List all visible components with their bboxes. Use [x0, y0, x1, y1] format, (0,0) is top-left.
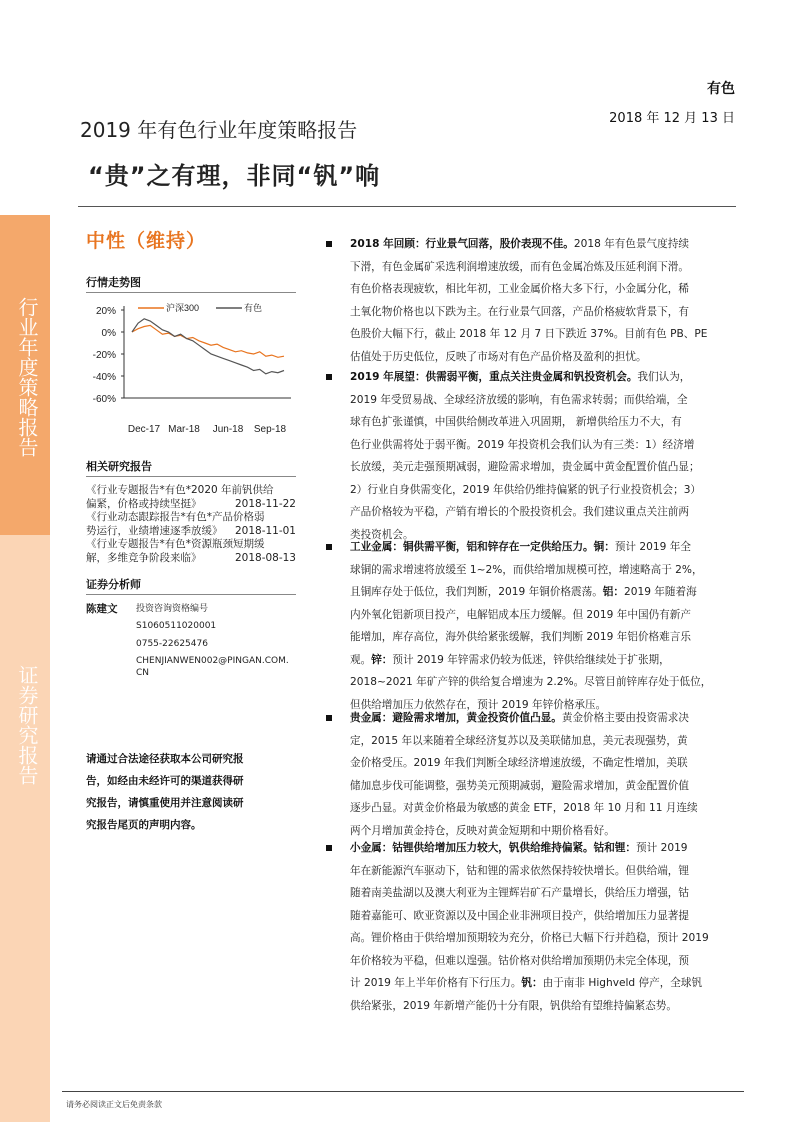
related-report-line: 解，多维竞争阶段来临》 [86, 551, 202, 564]
analyst-phone: 0755-22625476 [136, 638, 208, 649]
para-text: 预计 2019 年全 [614, 541, 691, 553]
chart-y-tick-label: -40% [92, 372, 116, 383]
para-text: 供给紧张，2019 年新增产能仍十分有限，钒供给有望维持偏紧态势。 [350, 999, 677, 1012]
related-report-line: 偏紧，价格或持续坚挺》 [86, 497, 202, 510]
disclaimer-line: 请通过合法途径获取本公司研究报 [86, 753, 244, 765]
related-report-date: 2018-08-13 [234, 551, 296, 564]
para-text: 年在新能源汽车驱动下，钴和锂的需求依然保持较快增长。但供给端，锂 [350, 864, 689, 877]
headline: “贵”之有理，非同“钒”响 [88, 162, 381, 190]
bullet-icon [326, 715, 332, 721]
chart-y-tick-label: 0% [101, 328, 116, 339]
sidebar-band-bottom [0, 535, 50, 1122]
para-text: 高。锂价格由于供给增加预期较为充分，价格已大幅下行并趋稳，预计 2019 [350, 932, 709, 944]
related-report-line: 《行业专题报告*有色*资源瓶颈短期缓 [86, 538, 265, 551]
related-section-title: 相关研究报告 [86, 460, 152, 473]
para-text: 预计 2019 [636, 842, 688, 854]
chart-x-tick-label: Sep-18 [253, 424, 287, 435]
disclaimer-line: 究报告，请慎重使用并注意阅读研 [86, 797, 244, 809]
para-text: 有色价格表现疲软，相比年初，工业金属价格大多下行，小金属分化，稀 [350, 283, 689, 295]
para-lead: 钒： [521, 977, 543, 989]
para-text: 色行业供需将处于弱平衡。2019 年投资机会我们认为有三类：1）经济增 [350, 438, 695, 451]
analyst-email-cont[interactable]: CN [136, 667, 150, 678]
para-text: 色股价大幅下行，截止 2018 年 12 月 7 日下跌近 37%。目前有色 PB、PE [350, 328, 708, 340]
chart-y-tick-label: -60% [92, 394, 116, 405]
para-text: 且铜库存处于低位，我们判断，2019 年铜价格震荡。 [350, 586, 603, 598]
para-text: 黄金价格主要由投资需求决 [561, 712, 689, 724]
chart-legend-label: 有色 [244, 303, 263, 313]
chart-series-line [132, 319, 284, 374]
market-trend-svg [86, 298, 296, 440]
para-text: 随着嘉能可、欧亚资源以及中国企业非洲项目投产，供给增加压力显著提 [350, 909, 689, 922]
para-lead: 工业金属：铜供需平衡，铝和锌存在一定供给压力。铜： [350, 541, 615, 553]
para-text: 金价格受压。2019 年我们判断全球经济增速放缓，不确定性增加，美联 [350, 757, 688, 769]
para-text: 球铜的需求增速将放缓至 1~2%，而供给增加规模可控，增速略高于 2%， [350, 563, 703, 576]
related-report-line: 势运行，业绩增速逐季放缓》 [86, 524, 223, 537]
para-lead: 2018 年回顾：行业景气回落，股价表现不佳。 [350, 238, 574, 250]
analyst-cert-label: 投资咨询资格编号 [136, 604, 209, 614]
related-report-line: 《行业动态跟踪报告*有色*产品价格弱 [86, 511, 265, 524]
market-trend-chart [86, 298, 296, 440]
para-lead: 小金属：钴锂供给增加压力较大，钒供给维持偏紧。钴和锂： [350, 842, 637, 854]
disclaimer-line: 告，如经由未经许可的渠道获得研 [86, 775, 244, 787]
para-text: 内外氧化铝新项目投产，电解铝成本压力缓解。但 2019 年中国仍有新产 [350, 608, 691, 621]
para-text: 产品价格较为平稳，产销有增长的个股投资机会。我们建议重点关注前两 [350, 506, 689, 518]
sidebar-report-type: 行业年度策略报告 [15, 297, 39, 457]
para-text: 逐步凸显。对黄金价格最为敏感的黄金 ETF，2018 年 10 月和 11 月连续 [350, 802, 698, 814]
para-text: 2018 年有色景气度持续 [573, 238, 689, 250]
para-text: 2019 年受贸易战、全球经济放缓的影响，有色需求转弱；而供给端，全 [350, 393, 688, 406]
para-text: 观。 [350, 653, 372, 666]
bullet-icon [326, 544, 332, 550]
analyst-cert-number: S1060511020001 [136, 621, 217, 632]
para-text: 土氧化物价格也以下跌为主。在行业景气回落，产品价格疲软背景下，有 [350, 305, 689, 318]
para-text: 能增加，库存高位，海外供给紧张缓解，我们判断 2019 年铝价格难言乐 [350, 631, 691, 643]
analyst-section-title: 证券分析师 [86, 578, 141, 591]
bullet-icon [326, 845, 332, 851]
para-lead: 铝： [602, 586, 624, 598]
para-lead: 贵金属：避险需求增加，黄金投资价值凸显。 [350, 712, 562, 724]
footer-divider [62, 1091, 744, 1092]
para-text: 类投资机会。 [350, 528, 414, 541]
related-reports-list [86, 484, 296, 566]
analyst-email[interactable]: CHENJIANWEN002@PINGAN.COM. [136, 655, 289, 666]
chart-section-divider [86, 292, 296, 293]
para-text: 储加息步伐可能调整，强势美元预期减弱，避险需求增加，黄金配置价值 [350, 779, 689, 792]
para-text: 两个月增加黄金持仓，反映对黄金短期和中期价格看好。 [350, 824, 615, 837]
chart-x-tick-label: Jun-18 [212, 424, 244, 435]
bullet-icon [326, 374, 332, 380]
related-report-item[interactable] [86, 484, 296, 511]
related-report-item[interactable] [86, 538, 296, 565]
chart-y-tick-label: -20% [92, 350, 116, 361]
related-section-divider [86, 476, 296, 477]
para-lead: 2019 年展望：供需弱平衡，重点关注贵金属和钒投资机会。 [350, 371, 638, 383]
para-text: 由于南非 Highveld 停产，全球钒 [542, 977, 703, 989]
para-text: 定，2015 年以来随着全球经济复苏以及美联储加息，美元表现强势，黄 [350, 734, 688, 747]
sector-label: 有色 [707, 81, 735, 97]
para-text: 长放缓，美元走强预期减弱，避险需求增加，贵金属中黄金配置价值凸显； [350, 461, 700, 473]
report-title: 2019 年有色行业年度策略报告 [80, 118, 358, 142]
analyst-section-divider [86, 594, 296, 595]
footer-disclaimer: 请务必阅读正文后免责条款 [66, 1100, 162, 1109]
analyst-info [136, 601, 296, 679]
related-report-date: 2018-11-01 [234, 524, 296, 537]
para-text: 但供给增加压力依然存在，预计 2019 年锌价格承压。 [350, 698, 607, 711]
bullet-icon [326, 241, 332, 247]
chart-legend-label: 沪深300 [166, 303, 200, 313]
para-text: 我们认为， [637, 371, 691, 383]
para-text: 计 2019 年上半年价格有下行压力。 [350, 977, 522, 989]
para-lead: 锌： [371, 653, 393, 666]
rating-badge: 中性（维持） [86, 230, 207, 252]
para-text: 年价格较为平稳，但难以遑强。钴价格对供给增加预期仍未完全体现，预 [350, 954, 689, 967]
related-report-date: 2018-11-22 [234, 497, 296, 510]
disclaimer-line: 究报告尾页的声明内容。 [86, 819, 202, 831]
para-text: 2）行业自身供需变化，2019 年供给仍维持偏紧的钒子行业投资机会；3） [350, 483, 702, 496]
para-text: 2018~2021 年矿产锌的供给复合增速为 2.2%。尽管目前锌库存处于低位， [350, 676, 712, 688]
sidebar-report-category: 证券研究报告 [15, 665, 39, 785]
para-text: 随着南美盐湖以及澳大利亚为主锂辉岩矿石产量增长，供给压力增强，钴 [350, 887, 689, 899]
para-text: 预计 2019 年锌需求仍较为低迷，锌供给继续处于扩张期， [392, 653, 670, 666]
chart-y-tick-label: 20% [95, 306, 116, 317]
analyst-name: 陈建文 [86, 603, 118, 615]
para-text: 2019 年随着海 [623, 586, 697, 598]
chart-x-tick-label: Dec-17 [127, 424, 161, 435]
related-report-line: 《行业专题报告*有色*2020 年前钒供给 [86, 484, 274, 496]
header-divider [78, 206, 736, 207]
para-text: 下滑，有色金属矿采选利润增速放缓，而有色金属冶炼及压延利润下滑。 [350, 260, 689, 273]
disclaimer-note [86, 748, 286, 836]
related-report-item[interactable] [86, 511, 296, 538]
chart-section-title: 行情走势图 [86, 276, 141, 289]
para-text: 球有色扩张谨慎，中国供给侧改革进入巩固期， 新增供给压力不大，有 [350, 416, 682, 428]
chart-x-tick-label: Mar-18 [168, 424, 200, 435]
report-date: 2018 年 12 月 13 日 [609, 111, 735, 126]
para-text: 估值处于历史低位，反映了市场对有色产品价格及盈利的担忧。 [350, 350, 647, 363]
